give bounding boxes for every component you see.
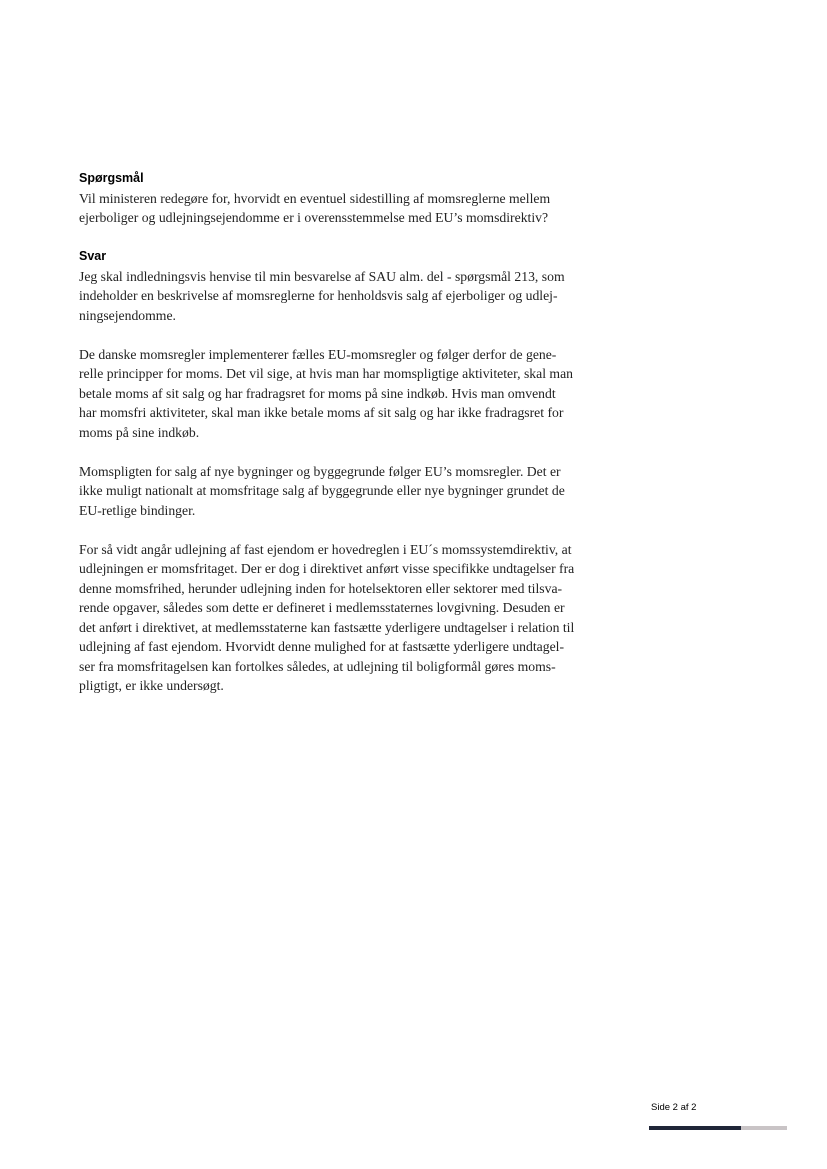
text-line: udlejning af fast ejendom. Hvorvidt denne mulighed for at fastsætte yderligere undtagel- bbox=[79, 639, 565, 654]
footer-progress-segment bbox=[741, 1126, 787, 1130]
text-line: ejerboliger og udlejningsejendomme er i overensstemmelse med EU’s momsdirektiv? bbox=[79, 210, 549, 225]
answer-paragraph-3 bbox=[79, 462, 619, 521]
question-text bbox=[79, 189, 619, 228]
question-heading: Spørgsmål bbox=[79, 171, 144, 185]
answer-paragraph-1 bbox=[79, 267, 619, 326]
text-line: indeholder en beskrivelse af momsreglerne for henholdsvis salg af ejerboliger og udlej- bbox=[79, 288, 558, 303]
document-body bbox=[79, 169, 619, 696]
text-line: har momsfri aktiviteter, skal man ikke betale moms af sit salg og har ikke fradragsret for bbox=[79, 405, 564, 420]
text-line: Momspligten for salg af nye bygninger og byggegrunde følger EU’s momsregler. Det er bbox=[79, 463, 561, 479]
page-number: Side 2 af 2 bbox=[651, 1102, 697, 1113]
text-line: ser fra momsfritagelsen kan fortolkes således, at udlejning til boligformål gøres moms- bbox=[79, 658, 556, 674]
text-line: udlejningen er momsfritaget. Der er dog i direktivet anført visse specifikke undtagelser fra bbox=[79, 561, 575, 576]
text-line: det anført i direktivet, at medlemsstaterne kan fastsætte yderligere undtagelser i relation til bbox=[79, 619, 575, 635]
answer-heading: Svar bbox=[79, 249, 107, 263]
text-line: moms på sine indkøb. bbox=[79, 424, 200, 440]
text-line: EU-retlige bindinger. bbox=[79, 502, 196, 518]
text-line: pligtigt, er ikke undersøgt. bbox=[79, 678, 224, 693]
text-line: relle principper for moms. Det vil sige, at hvis man har momspligtige aktiviteter, skal man bbox=[79, 366, 573, 381]
text-line: Jeg skal indledningsvis henvise til min besvarelse af SAU alm. del - spørgsmål 213, som bbox=[79, 268, 565, 284]
text-line: denne momsfrihed, herunder udlejning inden for hotelsektoren eller sektorer med tilsva- bbox=[79, 580, 563, 596]
text-line: betale moms af sit salg og har fradragsret for moms på sine indkøb. Hvis man omvendt bbox=[79, 385, 556, 401]
footer-progress-segment bbox=[695, 1126, 741, 1130]
text-line: For så vidt angår udlejning af fast ejendom er hovedreglen i EU´s momssystemdirektiv, at bbox=[79, 541, 572, 557]
text-line: ningsejendomme. bbox=[79, 307, 176, 323]
footer-progress-segment bbox=[649, 1126, 695, 1130]
text-line: Vil ministeren redegøre for, hvorvidt en eventuel sidestilling af momsreglerne mellem bbox=[79, 190, 551, 206]
text-line: rende opgaver, således som dette er defineret i medlemsstaternes lovgivning. Desuden er bbox=[79, 600, 565, 615]
answer-paragraph-2 bbox=[79, 345, 619, 443]
text-line: De danske momsregler implementerer fælles EU-momsregler og følger derfor de gene- bbox=[79, 346, 557, 362]
text-line: ikke muligt nationalt at momsfritage salg af byggegrunde eller nye bygninger grundet de bbox=[79, 483, 565, 498]
answer-paragraph-4 bbox=[79, 540, 619, 696]
